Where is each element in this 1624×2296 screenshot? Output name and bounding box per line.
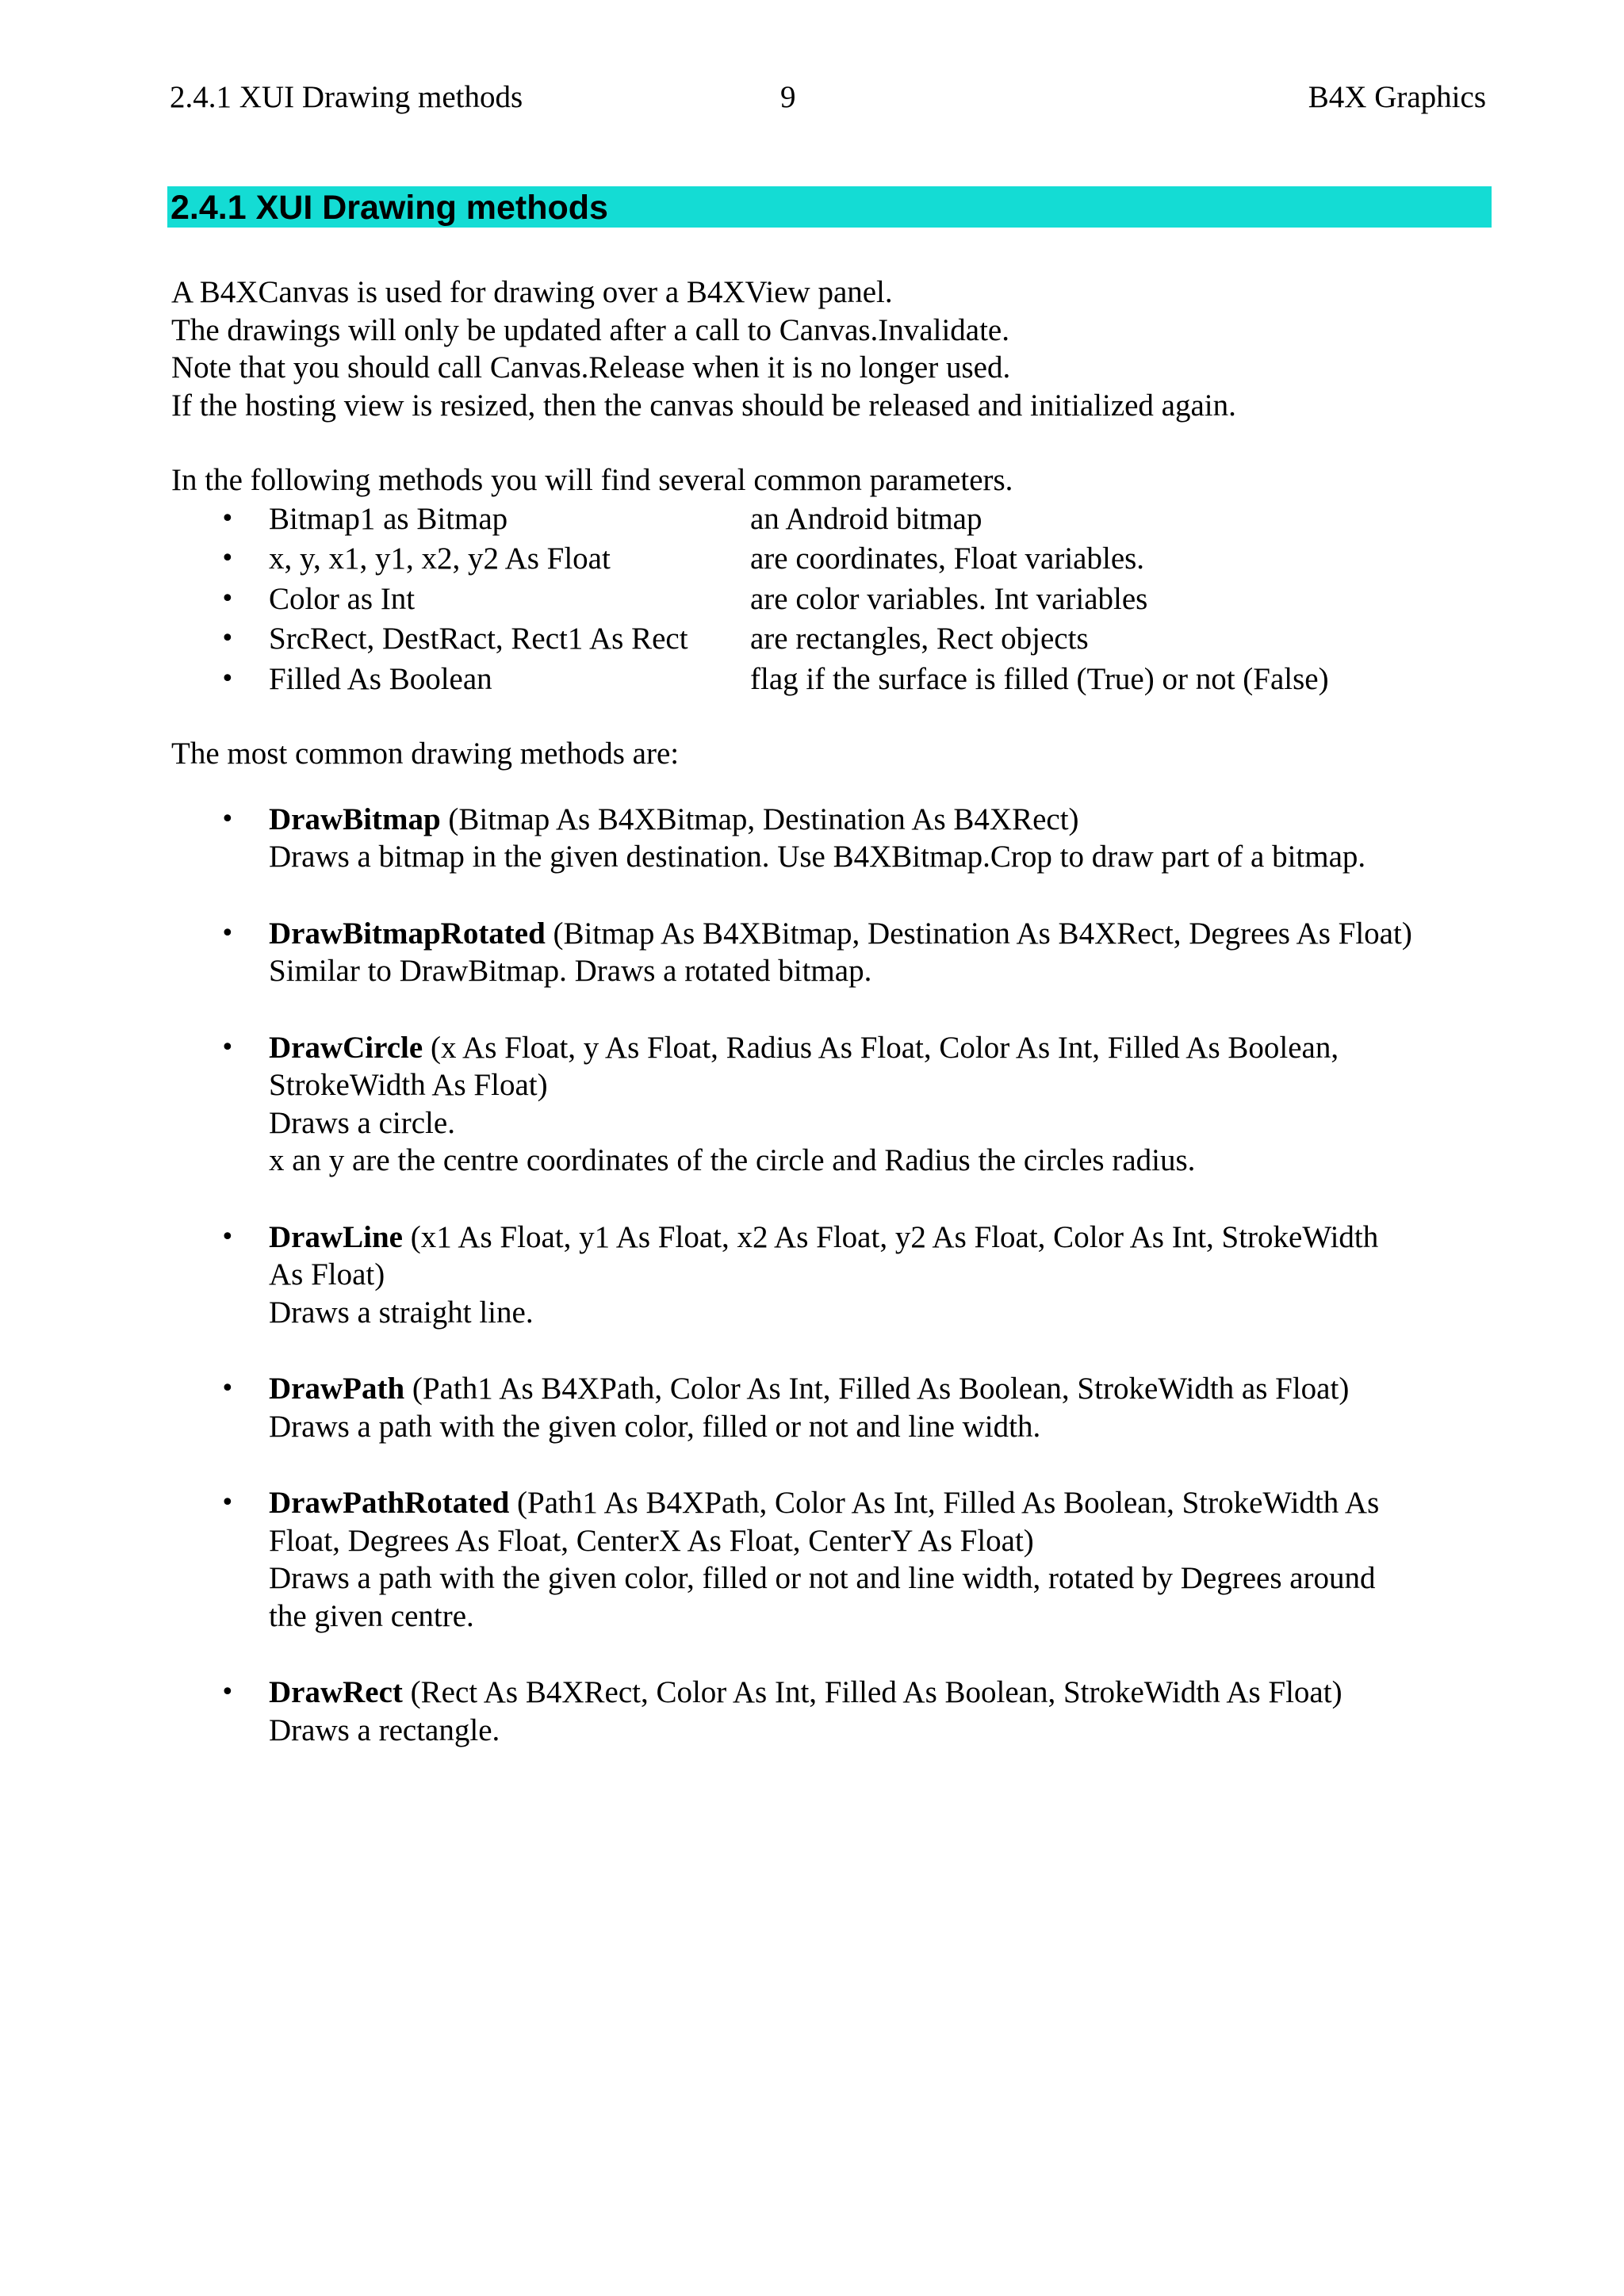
method-signature: [269, 1029, 1496, 1067]
method-name: DrawLine: [269, 1219, 403, 1254]
method-name: DrawRect: [269, 1675, 403, 1709]
header-page-number: 9: [780, 80, 796, 114]
parameter-description: are rectangles, Rect objects: [750, 622, 1089, 656]
running-header: [170, 78, 1486, 117]
bullet-icon: •: [220, 584, 235, 613]
method-description: x an y are the centre coordinates of the circle and Radius the circles radius.: [269, 1143, 1196, 1177]
method-description: Draws a rectangle.: [269, 1712, 500, 1747]
parameter-name: Bitmap1 as Bitmap: [269, 501, 508, 536]
method-params: (Path1 As B4XPath, Color As Int, Filled As Boolean, StrokeWidth as Float): [404, 1372, 1350, 1406]
body-content: [171, 274, 1496, 1788]
method-params: (x1 As Float, y1 As Float, x2 As Float, y2 As Float, Color As Int, StrokeWidth: [403, 1219, 1379, 1254]
methods-intro: The most common drawing methods are:: [171, 737, 680, 771]
method-name: DrawCircle: [269, 1030, 423, 1065]
method-item: [171, 1674, 1496, 1749]
method-description: Draws a path with the given color, filled or not and line width, rotated by Degrees around: [269, 1561, 1376, 1595]
parameter-item: [171, 619, 1496, 660]
intro-line: If the hosting view is resized, then the canvas should be released and initialized again.: [171, 388, 1236, 423]
method-name: DrawBitmapRotated: [269, 916, 546, 951]
parameter-name: SrcRect, DestRact, Rect1 As Rect: [269, 622, 688, 656]
method-description: Draws a straight line.: [269, 1295, 534, 1330]
method-item: [171, 1029, 1496, 1180]
parameter-list: [171, 499, 1496, 700]
method-list: [171, 801, 1496, 1750]
section-heading: 2.4.1 XUI Drawing methods: [167, 186, 1492, 228]
method-params: (Path1 As B4XPath, Color As Int, Filled As Boolean, StrokeWidth As: [509, 1486, 1380, 1520]
header-book-title: B4X Graphics: [1308, 80, 1486, 114]
parameter-item: [171, 660, 1496, 700]
method-item: [171, 1484, 1496, 1635]
method-name: DrawBitmap: [269, 802, 441, 836]
paragraph-gap: [171, 424, 1496, 461]
method-description: Draws a circle.: [269, 1105, 455, 1140]
bullet-icon: •: [220, 1033, 235, 1062]
parameter-name: x, y, x1, y1, x2, y2 As Float: [269, 541, 611, 576]
paragraph-gap: [171, 699, 1496, 735]
parameter-description: are color variables. Int variables: [750, 581, 1148, 616]
method-params: (x As Float, y As Float, Radius As Float, Color As Int, Filled As Boolean,: [423, 1030, 1339, 1065]
method-name: DrawPath: [269, 1372, 405, 1406]
bullet-icon: •: [220, 1489, 235, 1517]
header-section-title: 2.4.1 XUI Drawing methods: [170, 80, 523, 114]
method-item: [171, 1370, 1496, 1445]
intro-paragraph: [171, 274, 1496, 424]
intro-line: A B4XCanvas is used for drawing over a B4XView panel.: [171, 275, 893, 309]
method-signature: [269, 1370, 1496, 1408]
parameter-description: an Android bitmap: [750, 501, 982, 536]
method-signature: [269, 1484, 1496, 1522]
bullet-icon: •: [220, 504, 235, 533]
bullet-icon: •: [220, 625, 235, 652]
method-item: [171, 801, 1496, 876]
bullet-icon: •: [220, 1223, 235, 1251]
method-name: DrawPathRotated: [269, 1486, 510, 1520]
method-params-continued: StrokeWidth As Float): [269, 1068, 548, 1102]
method-description: Draws a bitmap in the given destination. Use B4XBitmap.Crop to draw part of a bitmap.: [269, 840, 1366, 874]
method-signature: [269, 1219, 1496, 1257]
method-signature: [269, 1674, 1496, 1712]
method-params: (Rect As B4XRect, Color As Int, Filled As Boolean, StrokeWidth As Float): [402, 1675, 1342, 1709]
bullet-icon: •: [220, 919, 235, 947]
method-description: Draws a path with the given color, filled or not and line width.: [269, 1409, 1041, 1444]
method-params: (Bitmap As B4XBitmap, Destination As B4XRect, Degrees As Float): [545, 916, 1412, 951]
parameter-name: Filled As Boolean: [269, 661, 492, 696]
parameter-item: [171, 539, 1496, 580]
method-signature: [269, 801, 1496, 839]
params-intro: In the following methods you will find several common parameters.: [171, 463, 1013, 497]
method-params: (Bitmap As B4XBitmap, Destination As B4XRect): [440, 802, 1079, 836]
method-signature: [269, 915, 1496, 953]
method-description: Similar to DrawBitmap. Draws a rotated bitmap.: [269, 954, 872, 988]
parameter-item: [171, 580, 1496, 620]
parameter-description: are coordinates, Float variables.: [750, 541, 1145, 576]
method-params-continued: As Float): [269, 1257, 385, 1292]
parameter-name: Color as Int: [269, 581, 416, 616]
bullet-icon: •: [220, 664, 235, 693]
parameter-description: flag if the surface is filled (True) or not (False): [750, 661, 1329, 696]
method-description: the given centre.: [269, 1598, 474, 1633]
bullet-icon: •: [220, 1375, 235, 1402]
intro-line: Note that you should call Canvas.Release when it is no longer used.: [171, 350, 1011, 385]
bullet-icon: •: [220, 805, 235, 833]
bullet-icon: •: [220, 545, 235, 572]
parameter-item: [171, 499, 1496, 540]
intro-line: The drawings will only be updated after a call to Canvas.Invalidate.: [171, 312, 1009, 347]
method-item: [171, 915, 1496, 990]
bullet-icon: •: [220, 1678, 235, 1706]
method-item: [171, 1219, 1496, 1332]
paragraph-gap: [171, 773, 1496, 801]
method-params-continued: Float, Degrees As Float, CenterX As Float, CenterY As Float): [269, 1523, 1034, 1558]
